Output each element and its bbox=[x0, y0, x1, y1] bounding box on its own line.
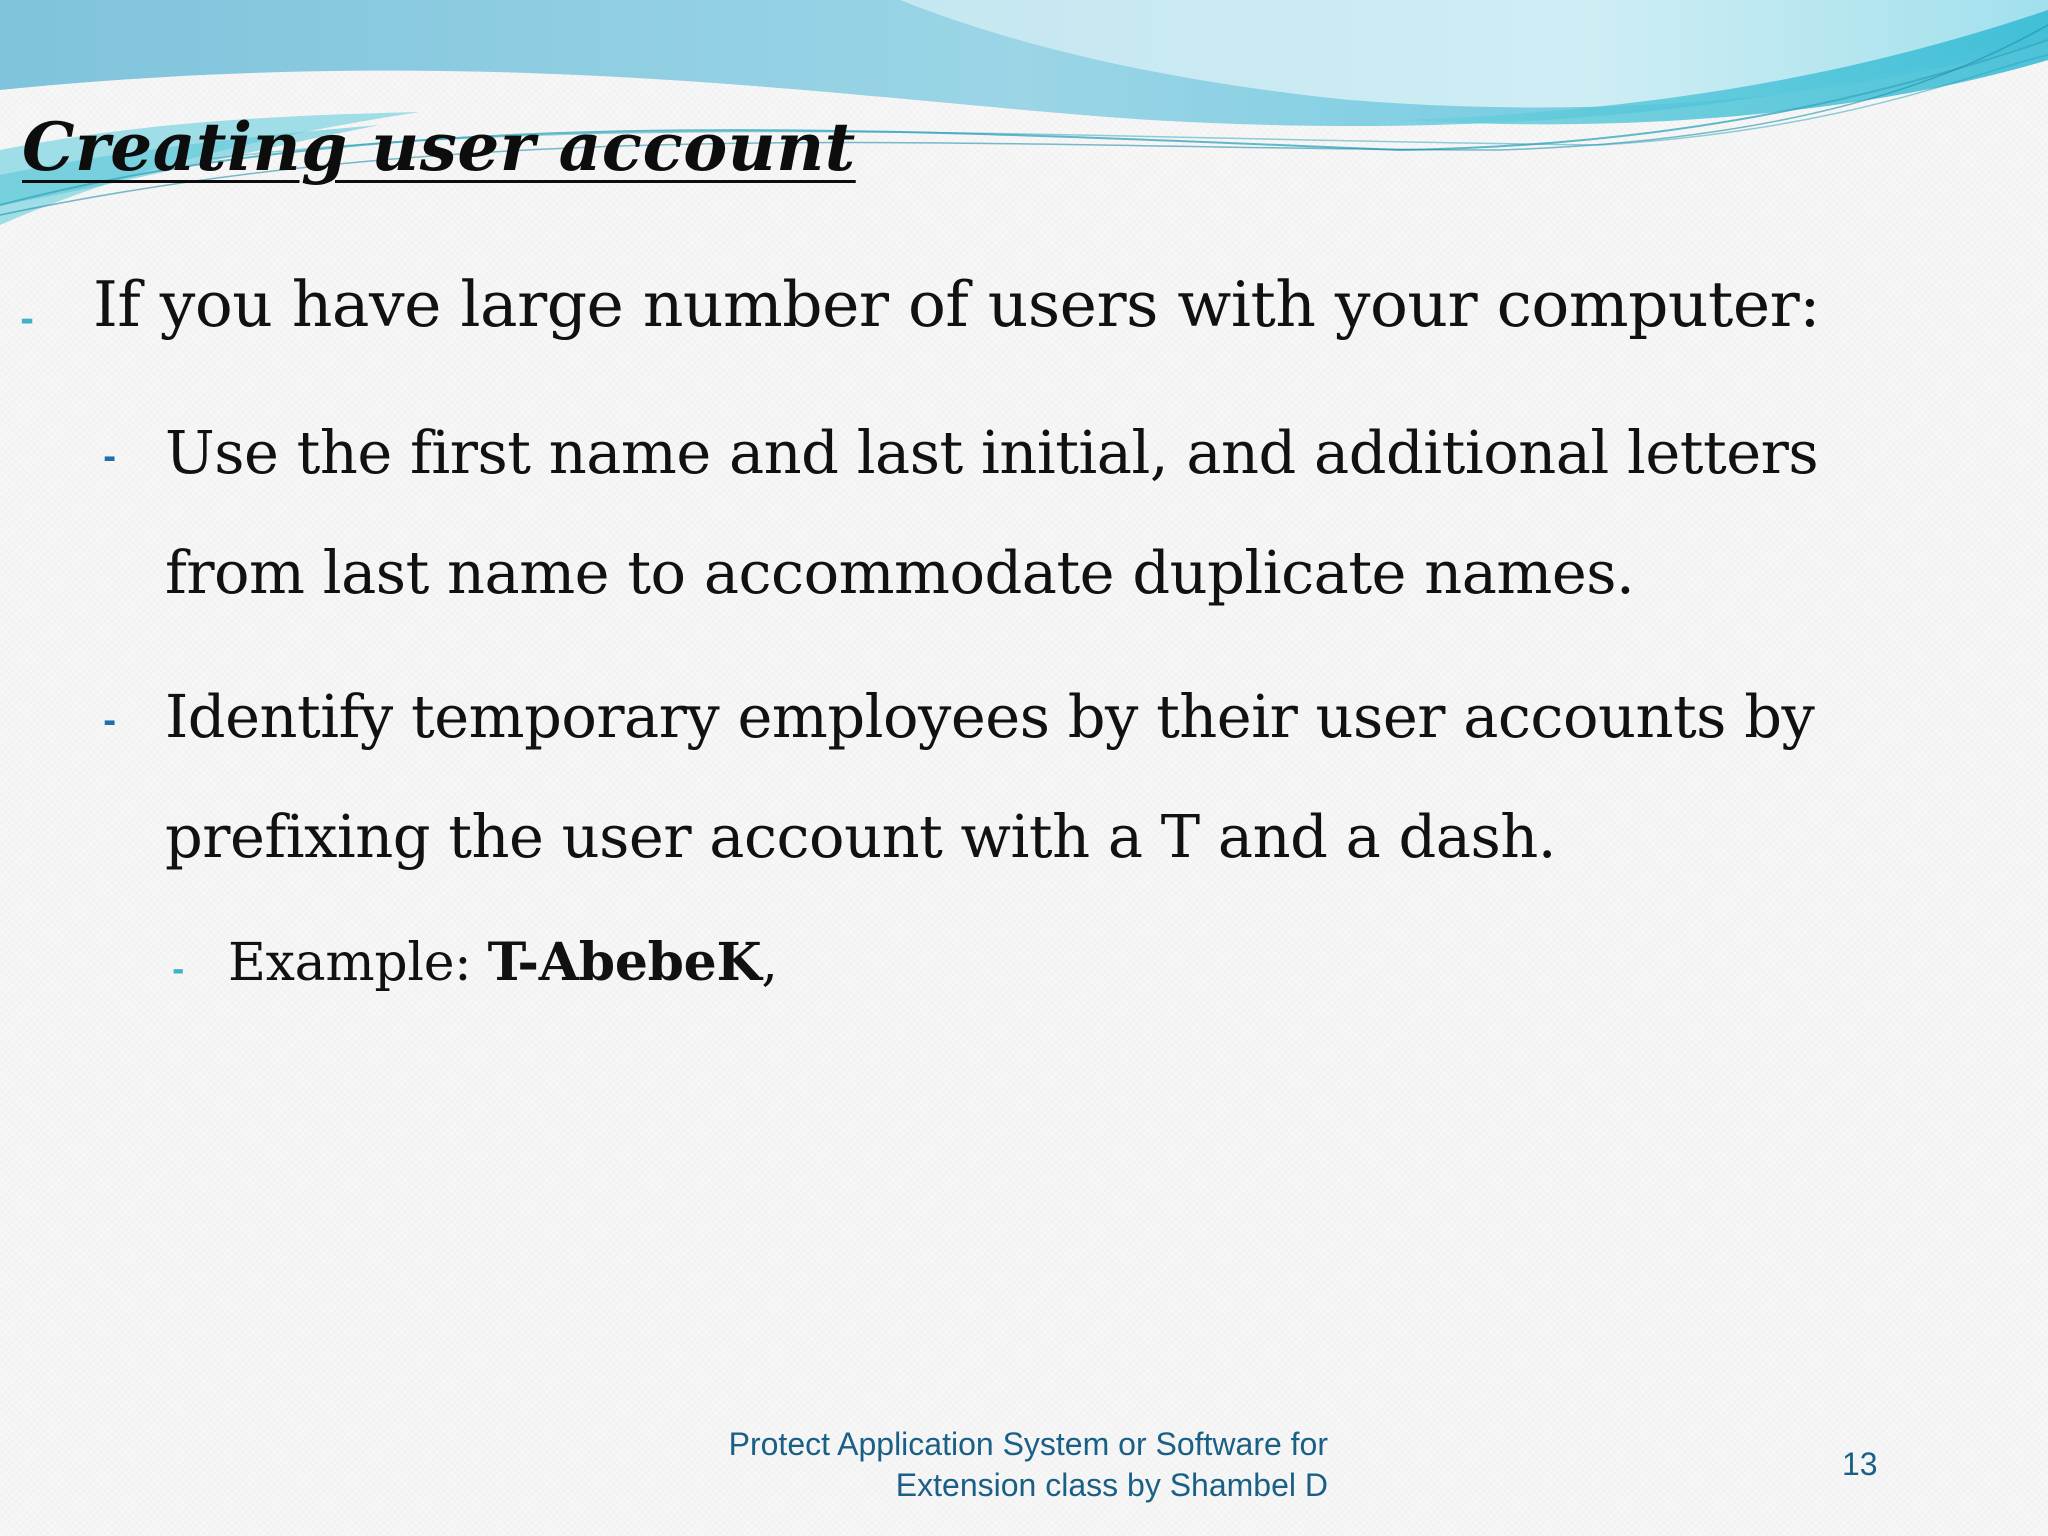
footer-line-2: Extension class by Shambel D bbox=[895, 1467, 1328, 1503]
footer-line-1: Protect Application System or Software for bbox=[728, 1426, 1328, 1462]
sub-bullet-naming-line2: from last name to accommodate duplicate names. bbox=[165, 538, 1635, 607]
sub-sub-bullet-marker: - bbox=[172, 953, 185, 988]
example-suffix: , bbox=[761, 933, 778, 993]
bullet-users-intro: If you have large number of users with your computer: bbox=[93, 268, 1820, 341]
bullet-marker: - bbox=[20, 300, 35, 340]
slide-footer bbox=[729, 1424, 1328, 1506]
page-number: 13 bbox=[1842, 1446, 1878, 1482]
sub-bullet-marker: - bbox=[103, 702, 117, 740]
sub-bullet-naming-line1: Use the first name and last initial, and additional letters bbox=[165, 418, 1819, 487]
example-value: T-AbebeK bbox=[487, 932, 762, 993]
example-label: Example: bbox=[228, 933, 488, 993]
sub-bullet-marker: - bbox=[103, 438, 117, 476]
slide-title: Creating user account bbox=[22, 108, 856, 186]
sub-bullet-temporary-line1: Identify temporary employees by their user accounts by bbox=[165, 682, 1815, 751]
sub-bullet-temporary-line2: prefixing the user account with a T and a dash. bbox=[165, 802, 1557, 871]
example-line bbox=[228, 932, 778, 993]
